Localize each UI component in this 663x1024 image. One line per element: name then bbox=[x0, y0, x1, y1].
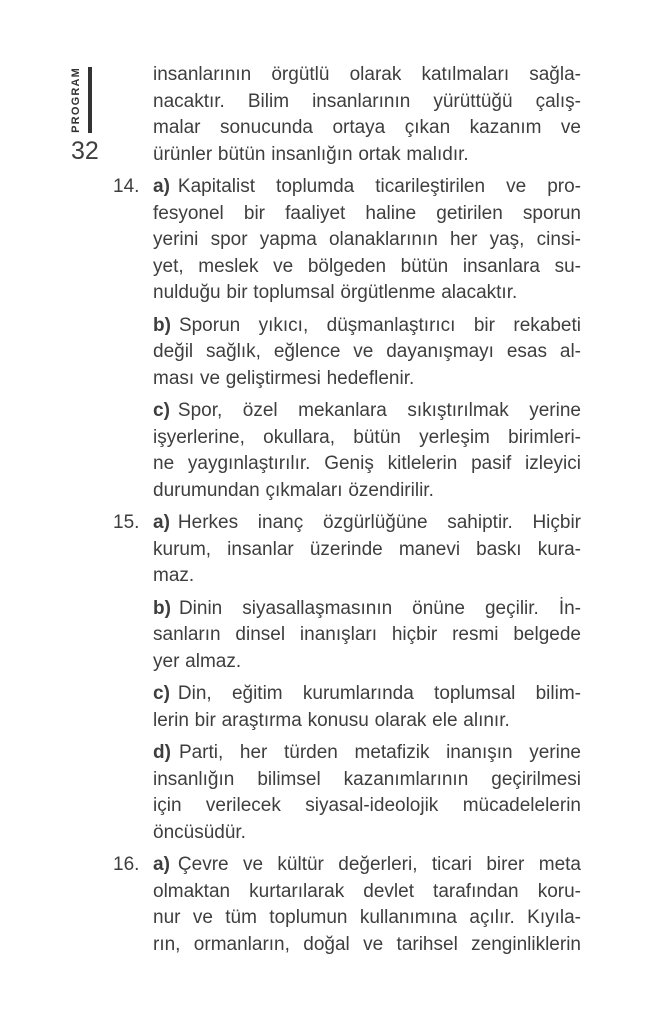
subitem-letter: c) bbox=[153, 683, 170, 704]
paragraph-block bbox=[113, 681, 581, 734]
text-line: nacaktır. Bilim insanlarının yürüttüğü çalış- bbox=[153, 90, 581, 112]
text-line bbox=[153, 313, 581, 340]
subitem-letter: b) bbox=[153, 314, 171, 336]
text-line: için verilecek siyasal-ideolojik mücadelelerin bbox=[153, 795, 581, 816]
text-line: yet, meslek ve bölgeden bütün insanlara su- bbox=[153, 255, 581, 277]
paragraph bbox=[153, 510, 581, 590]
text-line: nur ve tüm toplumun kullanımına açılır. Kıyıla- bbox=[153, 907, 581, 928]
text-line: fesyonel bir faaliyet haline getirilen sporun bbox=[153, 202, 581, 224]
line-text: Çevre ve kültür değerleri, ticari birer meta bbox=[177, 854, 581, 875]
text-line: işyerlerine, okullara, bütün yerleşim birimleri- bbox=[153, 426, 581, 448]
text-line: ması ve geliştirmesi hedeflenir. bbox=[153, 367, 415, 389]
line-text: Parti, her türden metafizik inanışın yerine bbox=[178, 742, 581, 763]
text-line: durumundan çıkmaları özendirilir. bbox=[153, 479, 434, 501]
subitem-letter: c) bbox=[153, 400, 170, 421]
text-line: rın, ormanların, doğal ve tarihsel zenginliklerin bbox=[153, 933, 581, 955]
page-content bbox=[113, 62, 581, 964]
text-line: ürünler bütün insanlığın ortak malıdır. bbox=[153, 143, 469, 165]
text-line: öncüsüdür. bbox=[153, 821, 246, 843]
paragraph bbox=[153, 62, 581, 168]
text-line: yerini spor yapma olanaklarının her yaş, cinsi- bbox=[153, 229, 581, 250]
section-label: PROGRAM bbox=[70, 67, 82, 133]
paragraph bbox=[153, 740, 581, 846]
line-text: Sporun yıkıcı, düşmanlaştırıcı bir rekabeti bbox=[178, 314, 581, 336]
line-text: Kapitalist toplumda ticarileştirilen ve pro- bbox=[177, 176, 581, 197]
paragraph-block bbox=[113, 596, 581, 676]
paragraph-block bbox=[113, 852, 581, 958]
text-line bbox=[153, 681, 581, 708]
text-line: sanların dinsel inanışları hiçbir resmi belgede bbox=[153, 624, 581, 645]
paragraph bbox=[153, 681, 581, 734]
text-line: değil sağlık, eğlence ve dayanışmayı esas al- bbox=[153, 341, 581, 362]
text-line: yer almaz. bbox=[153, 650, 242, 672]
line-text: Dinin siyasallaşmasının önüne geçilir. İn- bbox=[178, 597, 581, 619]
text-line bbox=[153, 596, 581, 623]
item-number bbox=[113, 313, 153, 393]
line-text: Din, eğitim kurumlarında toplumsal bilim- bbox=[177, 683, 581, 704]
paragraph-block bbox=[113, 740, 581, 846]
line-text: Herkes inanç özgürlüğüne sahiptir. Hiçbir bbox=[177, 512, 581, 533]
paragraph-block bbox=[113, 313, 581, 393]
subitem-letter: a) bbox=[153, 512, 170, 533]
paragraph-block bbox=[113, 174, 581, 307]
subitem-letter: a) bbox=[153, 854, 170, 875]
text-line bbox=[153, 398, 581, 425]
item-number: 15. bbox=[113, 512, 140, 533]
section-header bbox=[71, 67, 99, 133]
text-line bbox=[153, 174, 581, 201]
text-line: maz. bbox=[153, 565, 195, 586]
item-number: 14. bbox=[113, 176, 140, 197]
text-line bbox=[153, 852, 581, 879]
text-line: malar sonucunda ortaya çıkan kazanım ve bbox=[153, 117, 581, 138]
item-number bbox=[113, 62, 153, 168]
text-line: kurum, insanlar üzerinde manevi baskı kura- bbox=[153, 538, 581, 560]
subitem-letter: b) bbox=[153, 597, 171, 619]
paragraph bbox=[153, 398, 581, 504]
text-line bbox=[153, 510, 581, 537]
item-number bbox=[113, 740, 153, 846]
item-number: 16. bbox=[113, 854, 140, 875]
item-number bbox=[113, 681, 153, 734]
text-line: nulduğu bir toplumsal örgütlenme alacaktır. bbox=[153, 282, 518, 303]
text-line: ne yaygınlaştırılır. Geniş kitlelerin pasif izleyici bbox=[153, 453, 581, 474]
paragraph-block bbox=[113, 62, 581, 168]
subitem-letter: a) bbox=[153, 176, 170, 197]
page-number: 32 bbox=[71, 137, 99, 165]
paragraph bbox=[153, 174, 581, 307]
paragraph-block bbox=[113, 510, 581, 590]
line-text: Spor, özel mekanlara sıkıştırılmak yerine bbox=[177, 400, 581, 421]
item-number bbox=[113, 596, 153, 676]
text-line: olmaktan kurtarılarak devlet tarafından koru- bbox=[153, 880, 581, 902]
text-line: insanlarının örgütlü olarak katılmaları sağla- bbox=[153, 64, 581, 85]
page-margin-column bbox=[71, 67, 99, 164]
text-line bbox=[153, 740, 581, 767]
section-divider-bar bbox=[88, 67, 92, 133]
paragraph bbox=[153, 852, 581, 958]
paragraph bbox=[153, 313, 581, 393]
text-line: lerin bir araştırma konusu olarak ele alınır. bbox=[153, 709, 510, 731]
text-line: insanlığın bilimsel kazanımlarının geçirilmesi bbox=[153, 768, 581, 790]
item-number bbox=[113, 398, 153, 504]
paragraph bbox=[153, 596, 581, 676]
subitem-letter: d) bbox=[153, 742, 171, 763]
paragraph-block bbox=[113, 398, 581, 504]
